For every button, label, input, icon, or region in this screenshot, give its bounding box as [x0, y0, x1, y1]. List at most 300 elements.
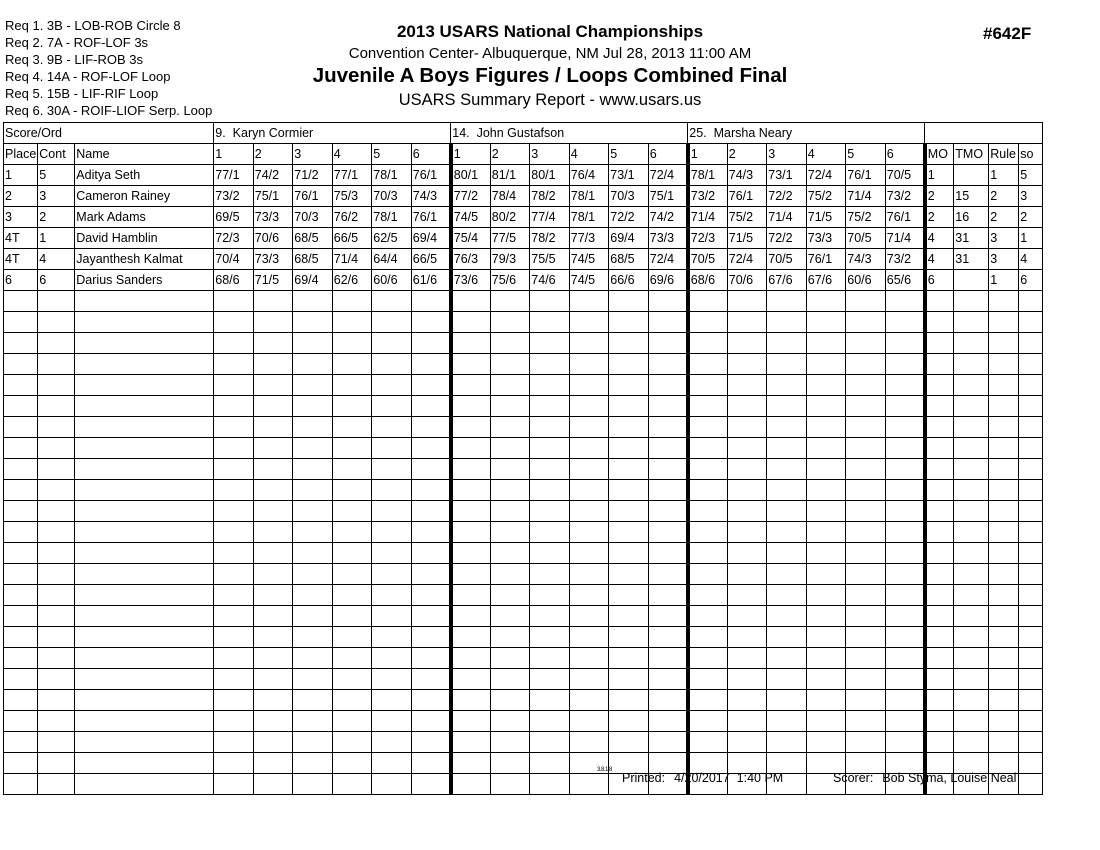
empty-cell: [989, 312, 1019, 333]
empty-cell: [885, 669, 925, 690]
empty-cell: [688, 606, 728, 627]
empty-cell: [38, 732, 75, 753]
empty-cell: [648, 606, 688, 627]
empty-cell: [4, 396, 38, 417]
empty-cell: [925, 396, 954, 417]
empty-cell: [490, 564, 530, 585]
score-cell: 70/3: [372, 186, 412, 207]
empty-cell: [609, 711, 649, 732]
empty-cell: [253, 459, 293, 480]
empty-cell: [38, 606, 75, 627]
skater-name-cell: Jayanthesh Kalmat: [75, 249, 214, 270]
empty-cell: [332, 354, 372, 375]
empty-cell: [688, 648, 728, 669]
so-cell: 6: [1019, 270, 1043, 291]
empty-cell: [75, 606, 214, 627]
empty-cell: [846, 627, 886, 648]
empty-cell: [569, 585, 609, 606]
empty-row: [4, 711, 1043, 732]
skater-name-cell: Mark Adams: [75, 207, 214, 228]
empty-cell: [767, 627, 807, 648]
empty-cell: [332, 417, 372, 438]
empty-cell: [451, 396, 491, 417]
empty-row: [4, 333, 1043, 354]
empty-cell: [253, 753, 293, 774]
empty-cell: [293, 438, 333, 459]
empty-cell: [885, 396, 925, 417]
empty-cell: [954, 375, 989, 396]
empty-cell: [530, 354, 570, 375]
empty-cell: [253, 774, 293, 795]
score-cell: 76/1: [806, 249, 846, 270]
empty-cell: [767, 375, 807, 396]
empty-cell: [4, 501, 38, 522]
score-cell: 60/6: [846, 270, 886, 291]
rule-cell: 1: [989, 270, 1019, 291]
empty-cell: [1019, 417, 1043, 438]
empty-cell: [332, 291, 372, 312]
empty-cell: [530, 606, 570, 627]
empty-cell: [38, 480, 75, 501]
empty-cell: [989, 627, 1019, 648]
empty-cell: [38, 522, 75, 543]
empty-cell: [885, 522, 925, 543]
empty-cell: [648, 711, 688, 732]
skater-row: [4, 165, 1043, 186]
empty-cell: [451, 627, 491, 648]
empty-cell: [688, 564, 728, 585]
empty-cell: [954, 396, 989, 417]
empty-cell: [1019, 480, 1043, 501]
empty-cell: [954, 501, 989, 522]
empty-cell: [372, 543, 412, 564]
mo-cell: 6: [925, 270, 954, 291]
empty-cell: [411, 543, 451, 564]
empty-cell: [1019, 732, 1043, 753]
empty-cell: [253, 396, 293, 417]
score-cell: 72/4: [648, 249, 688, 270]
empty-row: [4, 522, 1043, 543]
score-ord-label: Score/Ord: [4, 123, 214, 144]
score-cell: 72/2: [767, 186, 807, 207]
score-cell: 73/1: [767, 165, 807, 186]
empty-cell: [846, 522, 886, 543]
empty-cell: [885, 543, 925, 564]
empty-cell: [1019, 333, 1043, 354]
score-cell: 78/2: [530, 186, 570, 207]
empty-cell: [727, 711, 767, 732]
empty-cell: [293, 333, 333, 354]
empty-cell: [648, 501, 688, 522]
empty-cell: [846, 543, 886, 564]
so-cell: 1: [1019, 228, 1043, 249]
empty-cell: [1019, 606, 1043, 627]
empty-cell: [569, 375, 609, 396]
empty-cell: [648, 438, 688, 459]
empty-cell: [253, 312, 293, 333]
empty-cell: [806, 354, 846, 375]
empty-cell: [1019, 501, 1043, 522]
empty-cell: [214, 522, 254, 543]
empty-cell: [954, 732, 989, 753]
empty-cell: [727, 627, 767, 648]
championship-title: 2013 USARS National Championships: [396, 22, 704, 41]
figure-number-header: 3: [530, 144, 570, 165]
empty-cell: [451, 354, 491, 375]
empty-cell: [569, 459, 609, 480]
empty-cell: [332, 669, 372, 690]
empty-cell: [411, 711, 451, 732]
empty-cell: [885, 690, 925, 711]
empty-cell: [806, 669, 846, 690]
empty-cell: [38, 501, 75, 522]
score-cell: 70/3: [609, 186, 649, 207]
score-cell: 70/5: [846, 228, 886, 249]
skater-name-cell: David Hamblin: [75, 228, 214, 249]
empty-cell: [214, 648, 254, 669]
empty-cell: [767, 333, 807, 354]
empty-cell: [214, 669, 254, 690]
empty-cell: [925, 522, 954, 543]
tmo-cell: 15: [954, 186, 989, 207]
empty-cell: [75, 354, 214, 375]
event-title: Juvenile A Boys Figures / Loops Combined Final: [312, 64, 788, 87]
empty-cell: [75, 564, 214, 585]
empty-cell: [530, 711, 570, 732]
empty-cell: [954, 648, 989, 669]
empty-cell: [925, 501, 954, 522]
empty-cell: [372, 669, 412, 690]
empty-cell: [451, 711, 491, 732]
empty-row: [4, 501, 1043, 522]
empty-cell: [332, 501, 372, 522]
empty-cell: [293, 711, 333, 732]
score-cell: 73/6: [451, 270, 491, 291]
requirement-line: Req 4. 14A - ROF-LOF Loop: [5, 69, 171, 84]
empty-cell: [688, 480, 728, 501]
empty-cell: [989, 396, 1019, 417]
mo-cell: 4: [925, 249, 954, 270]
empty-cell: [806, 396, 846, 417]
place-cell: 3: [4, 207, 38, 228]
empty-cell: [332, 543, 372, 564]
empty-cell: [609, 312, 649, 333]
empty-cell: [530, 375, 570, 396]
empty-cell: [648, 459, 688, 480]
empty-cell: [253, 606, 293, 627]
empty-cell: [253, 291, 293, 312]
score-cell: 76/1: [411, 207, 451, 228]
empty-cell: [688, 585, 728, 606]
figure-number-header: 4: [806, 144, 846, 165]
empty-cell: [767, 438, 807, 459]
empty-cell: [332, 480, 372, 501]
score-cell: 75/2: [806, 186, 846, 207]
empty-cell: [989, 480, 1019, 501]
empty-cell: [609, 606, 649, 627]
empty-cell: [954, 543, 989, 564]
empty-cell: [806, 606, 846, 627]
score-cell: 75/1: [648, 186, 688, 207]
empty-cell: [372, 690, 412, 711]
empty-cell: [688, 417, 728, 438]
empty-cell: [989, 564, 1019, 585]
empty-cell: [75, 438, 214, 459]
empty-cell: [490, 606, 530, 627]
empty-cell: [954, 354, 989, 375]
printed-line: [622, 771, 783, 785]
empty-cell: [75, 585, 214, 606]
scorer-label: Scorer:: [833, 771, 874, 785]
score-cell: 69/4: [609, 228, 649, 249]
empty-cell: [372, 627, 412, 648]
empty-cell: [490, 396, 530, 417]
empty-cell: [767, 669, 807, 690]
empty-cell: [253, 564, 293, 585]
score-cell: 74/3: [846, 249, 886, 270]
score-cell: 79/3: [490, 249, 530, 270]
empty-cell: [411, 627, 451, 648]
contestant-number-cell: 3: [38, 186, 75, 207]
empty-cell: [767, 585, 807, 606]
empty-cell: [688, 669, 728, 690]
empty-cell: [75, 291, 214, 312]
empty-cell: [727, 564, 767, 585]
empty-row: [4, 480, 1043, 501]
requirement-line: Req 6. 30A - ROIF-LIOF Serp. Loop: [5, 103, 213, 118]
empty-cell: [530, 396, 570, 417]
empty-cell: [253, 669, 293, 690]
empty-cell: [214, 396, 254, 417]
score-cell: 72/2: [767, 228, 807, 249]
empty-cell: [846, 417, 886, 438]
score-cell: 72/4: [727, 249, 767, 270]
empty-cell: [332, 459, 372, 480]
empty-cell: [411, 753, 451, 774]
empty-cell: [451, 333, 491, 354]
empty-cell: [954, 522, 989, 543]
contestant-number-cell: 2: [38, 207, 75, 228]
empty-cell: [253, 375, 293, 396]
score-cell: 71/4: [332, 249, 372, 270]
empty-cell: [648, 291, 688, 312]
empty-cell: [648, 312, 688, 333]
empty-cell: [411, 669, 451, 690]
empty-cell: [38, 711, 75, 732]
empty-cell: [372, 501, 412, 522]
empty-cell: [885, 501, 925, 522]
empty-cell: [411, 606, 451, 627]
contestant-number-cell: 6: [38, 270, 75, 291]
empty-cell: [609, 585, 649, 606]
empty-cell: [4, 459, 38, 480]
empty-cell: [451, 585, 491, 606]
score-cell: 74/2: [253, 165, 293, 186]
empty-cell: [885, 732, 925, 753]
empty-cell: [332, 606, 372, 627]
empty-cell: [1019, 648, 1043, 669]
empty-cell: [989, 375, 1019, 396]
empty-cell: [727, 333, 767, 354]
empty-cell: [569, 732, 609, 753]
mo-cell: 4: [925, 228, 954, 249]
empty-cell: [1019, 564, 1043, 585]
empty-cell: [530, 627, 570, 648]
empty-cell: [767, 501, 807, 522]
empty-cell: [451, 375, 491, 396]
empty-cell: [806, 501, 846, 522]
skater-row: [4, 249, 1043, 270]
empty-cell: [38, 543, 75, 564]
score-cell: 75/1: [253, 186, 293, 207]
empty-cell: [569, 417, 609, 438]
empty-cell: [767, 291, 807, 312]
score-cell: 69/5: [214, 207, 254, 228]
empty-cell: [75, 648, 214, 669]
empty-cell: [609, 354, 649, 375]
skater-name-cell: Cameron Rainey: [75, 186, 214, 207]
empty-cell: [806, 438, 846, 459]
score-cell: 78/2: [530, 228, 570, 249]
empty-cell: [846, 291, 886, 312]
empty-cell: [727, 543, 767, 564]
empty-cell: [925, 459, 954, 480]
empty-cell: [648, 417, 688, 438]
score-cell: 78/1: [372, 207, 412, 228]
score-cell: 74/6: [530, 270, 570, 291]
empty-cell: [293, 291, 333, 312]
empty-cell: [846, 564, 886, 585]
empty-cell: [451, 543, 491, 564]
empty-cell: [609, 522, 649, 543]
empty-cell: [4, 333, 38, 354]
empty-cell: [954, 606, 989, 627]
empty-cell: [609, 627, 649, 648]
empty-cell: [38, 312, 75, 333]
empty-cell: [989, 354, 1019, 375]
empty-cell: [293, 480, 333, 501]
empty-cell: [253, 480, 293, 501]
empty-row: [4, 543, 1043, 564]
so-cell: 3: [1019, 186, 1043, 207]
report-number: #642F: [983, 24, 1032, 43]
empty-cell: [885, 627, 925, 648]
score-cell: 66/6: [609, 270, 649, 291]
empty-cell: [75, 774, 214, 795]
empty-cell: [569, 354, 609, 375]
score-cell: 77/4: [530, 207, 570, 228]
empty-cell: [4, 480, 38, 501]
empty-cell: [648, 522, 688, 543]
empty-row: [4, 627, 1043, 648]
empty-cell: [530, 438, 570, 459]
empty-cell: [411, 690, 451, 711]
figure-number-header: 5: [846, 144, 886, 165]
figure-number-header: 4: [569, 144, 609, 165]
score-cell: 71/4: [846, 186, 886, 207]
empty-cell: [925, 417, 954, 438]
empty-cell: [490, 690, 530, 711]
empty-cell: [688, 354, 728, 375]
empty-cell: [885, 564, 925, 585]
empty-cell: [925, 606, 954, 627]
empty-cell: [767, 396, 807, 417]
empty-cell: [885, 711, 925, 732]
place-column-header: Place: [4, 144, 38, 165]
empty-cell: [989, 732, 1019, 753]
empty-cell: [569, 438, 609, 459]
place-cell: 1: [4, 165, 38, 186]
empty-cell: [75, 711, 214, 732]
empty-cell: [1019, 774, 1043, 795]
empty-cell: [954, 438, 989, 459]
empty-cell: [925, 312, 954, 333]
score-cell: 73/1: [609, 165, 649, 186]
score-cell: 78/4: [490, 186, 530, 207]
empty-cell: [767, 522, 807, 543]
score-cell: 71/5: [727, 228, 767, 249]
empty-cell: [925, 333, 954, 354]
place-cell: 6: [4, 270, 38, 291]
score-cell: 71/2: [293, 165, 333, 186]
empty-cell: [451, 459, 491, 480]
empty-cell: [885, 333, 925, 354]
empty-cell: [293, 459, 333, 480]
empty-cell: [1019, 438, 1043, 459]
empty-cell: [4, 375, 38, 396]
empty-cell: [253, 417, 293, 438]
score-cell: 74/5: [569, 270, 609, 291]
empty-cell: [411, 501, 451, 522]
empty-cell: [75, 501, 214, 522]
empty-cell: [411, 459, 451, 480]
empty-cell: [38, 648, 75, 669]
empty-cell: [4, 627, 38, 648]
empty-cell: [293, 522, 333, 543]
empty-cell: [293, 669, 333, 690]
score-cell: 77/2: [451, 186, 491, 207]
score-cell: 77/1: [332, 165, 372, 186]
empty-cell: [372, 375, 412, 396]
empty-cell: [332, 690, 372, 711]
empty-cell: [75, 543, 214, 564]
empty-cell: [609, 564, 649, 585]
empty-cell: [846, 480, 886, 501]
empty-cell: [490, 333, 530, 354]
empty-cell: [38, 669, 75, 690]
empty-cell: [688, 711, 728, 732]
empty-cell: [4, 732, 38, 753]
empty-cell: [954, 312, 989, 333]
empty-cell: [609, 648, 649, 669]
empty-row: [4, 438, 1043, 459]
empty-cell: [214, 753, 254, 774]
empty-cell: [806, 648, 846, 669]
empty-cell: [925, 480, 954, 501]
empty-cell: [253, 585, 293, 606]
empty-cell: [727, 396, 767, 417]
score-cell: 78/1: [569, 186, 609, 207]
empty-cell: [609, 732, 649, 753]
score-cell: 77/5: [490, 228, 530, 249]
empty-cell: [372, 774, 412, 795]
empty-cell: [253, 627, 293, 648]
empty-cell: [293, 543, 333, 564]
place-cell: 4T: [4, 249, 38, 270]
score-cell: 73/3: [253, 207, 293, 228]
score-cell: 70/5: [885, 165, 925, 186]
skater-row: [4, 270, 1043, 291]
